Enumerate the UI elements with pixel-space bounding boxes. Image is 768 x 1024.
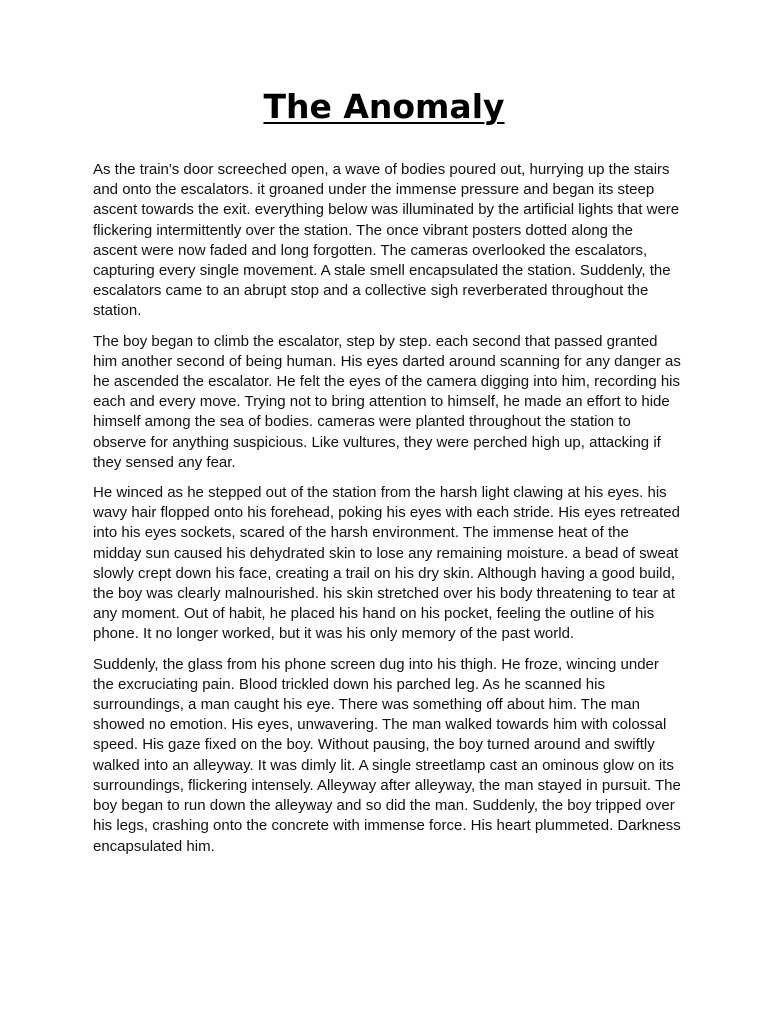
paragraph-3: He winced as he stepped out of the station from the harsh light clawing at his eyes. his wavy hair flopped onto his forehead, poking his eyes with each stride. His eyes retreated into his eyes sockets, scared of the harsh environment. The immense heat of the midday sun caused his dehydrated skin to lose any remaining moisture. a bead of sweat slowly crept down his face, creating a trail on his dry skin. Although having a good build, the boy was clearly malnourished. his skin stretched over his body threatening to tear at any moment. Out of habit, he placed his hand on his pocket, feeling the outline of his phone. It no longer worked, but it was his only memory of the past world. (93, 484, 680, 643)
paragraph-2: The boy began to climb the escalator, step by step. each second that passed granted him another second of being human. His eyes darted around scanning for any danger as he ascended the escalator. He felt the eyes of the camera digging into him, recording his each and every move. Trying not to bring attention to himself, he made an effort to hide himself among the sea of bodies. cameras were planted throughout the station to observe for anything suspicious. Like vultures, they were perched high up, attacking if they sensed any fear. (93, 332, 681, 471)
document-title: The Anomaly (263, 87, 505, 126)
paragraph-1: As the train's door screeched open, a wave of bodies poured out, hurrying up the stairs and onto the escalators. it groaned under the immense pressure and began its steep ascent towards the exit. everything below was illuminated by the artificial lights that were flickering intermittently over the station. The once vibrant posters dotted along the ascent were now faded and long forgotten. The cameras overlooked the escalators, capturing every single movement. A stale smell encapsulated the station. Suddenly, the escalators came to an abrupt stop and a collective sigh reverberated throughout the station. (93, 161, 680, 320)
paragraph-4: Suddenly, the glass from his phone screen dug into his thigh. He froze, wincing under the excruciating pain. Blood trickled down his parched leg. As he scanned his surroundings, a man caught his eye. There was something off about him. The man showed no emotion. His eyes, unwavering. The man walked towards him with colossal speed. His gaze fixed on the boy. Without pausing, the boy turned around and swiftly walked into an alleyway. It was dimly lit. A single streetlamp cast an ominous glow on its surroundings, flickering intensely. Alleyway after alleyway, the man stayed in pursuit. The boy began to run down the alleyway and so did the man. Suddenly, the boy tripped over his legs, crashing onto the concrete with immense force. His heart plummeted. Darkness encapsulated him. (93, 655, 681, 855)
document-body (93, 160, 681, 867)
